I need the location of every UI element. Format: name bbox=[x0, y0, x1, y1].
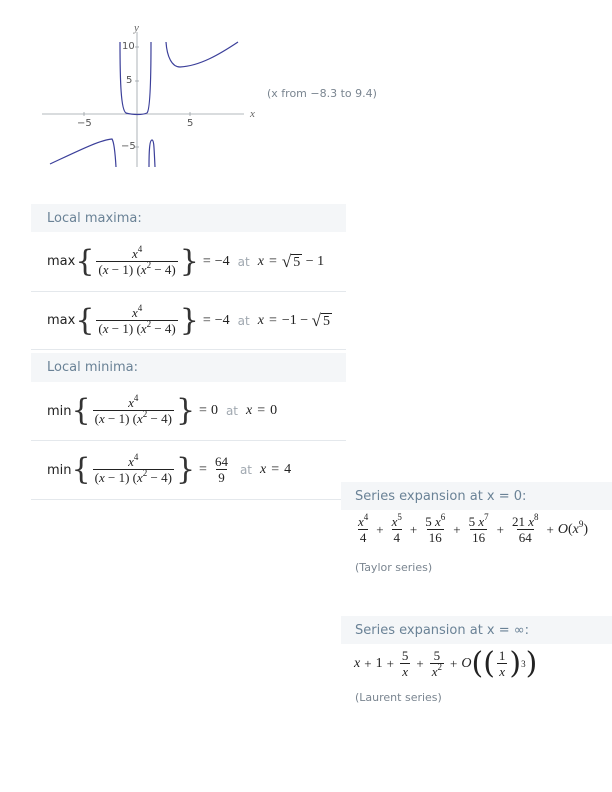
local-minima-header bbox=[31, 353, 346, 382]
min-function: min bbox=[47, 403, 72, 419]
local-maximum-row-2: max { $\frac{x^4}{(x - 1) (x^2 - 4)}$ } = −4 at x = −1 − √ 5 bbox=[31, 292, 346, 350]
series-zero-header bbox=[341, 482, 612, 510]
curve-branch-narrow bbox=[149, 140, 155, 167]
local-minimum-row-1: min { $\frac{x^4}{(x - 1) (x^2 - 4)}$ } = 0 at x = 0 bbox=[31, 382, 346, 441]
at-label: at bbox=[239, 463, 252, 477]
x-tick-neg5: −5 bbox=[77, 118, 92, 129]
at-label: at bbox=[237, 254, 250, 269]
y-tick-10: 10 bbox=[122, 41, 135, 52]
x-variable: x bbox=[246, 403, 253, 418]
expression-fraction: $\frac{x^4}{(x - 1) (x^2 - 4)}$ bbox=[94, 393, 172, 426]
expression-fraction: $\frac{x^4}{(x - 1) (x^2 - 4)}$ bbox=[94, 452, 172, 485]
sqrt-5: √ 5 bbox=[311, 311, 330, 330]
max-value: −4 bbox=[214, 253, 230, 269]
x-value: 0 bbox=[270, 403, 278, 418]
max-function: max bbox=[47, 313, 76, 328]
local-maximum-row-1: max { $\frac{x^4}{(x - 1) (x^2 - 4)}$ } = −4 at x = √ 5 − 1 bbox=[31, 232, 346, 292]
local-maxima-title: Local maxima: bbox=[47, 210, 142, 226]
curve-branch-middle bbox=[120, 42, 151, 115]
x-variable: x bbox=[257, 253, 264, 269]
taylor-series-note: (Taylor series) bbox=[355, 561, 433, 574]
x-axis-label: x bbox=[250, 108, 255, 120]
series-zero-title: Series expansion at x = 0: bbox=[355, 488, 527, 504]
max-function: max bbox=[47, 254, 76, 269]
x-variable: x bbox=[260, 462, 267, 477]
series-inf-header bbox=[341, 616, 612, 644]
x-variable: x bbox=[257, 312, 264, 328]
taylor-series-expression: $\frac{x^4}{4}$ + $\frac{x^5}{4}$ + $\frac{5 x^6}{16}$ + $\frac{5 x^7}{16}$ + $\frac{21 x^8}{64}$ + $O(x^9)$ bbox=[358, 512, 589, 545]
y-tick-neg5: −5 bbox=[121, 141, 136, 152]
series-inf-title: Series expansion at x = ∞: bbox=[355, 622, 529, 638]
expression-fraction: $\frac{x^4}{(x - 1) (x^2 - 4)}$ bbox=[98, 302, 176, 336]
sqrt-5: √ 5 bbox=[281, 252, 301, 271]
laurent-series-expression: x + 1 + $\frac{5}{x}$ + $\frac{5}{x^2}$ + O (( $\frac{1}{x}$ ) 3 ) bbox=[354, 646, 538, 681]
local-minimum-row-2: min { $\frac{x^4}{(x - 1) (x^2 - 4)}$ } = $\frac{64}{9}$ at x = 4 bbox=[31, 441, 346, 500]
x-tick-5: 5 bbox=[187, 118, 194, 129]
at-label: at bbox=[237, 313, 250, 328]
function-plot bbox=[40, 22, 270, 172]
max-value: −4 bbox=[214, 312, 230, 328]
local-minima-title: Local minima: bbox=[47, 360, 138, 375]
plot-range-note: (x from −8.3 to 9.4) bbox=[267, 87, 377, 100]
at-label: at bbox=[225, 404, 238, 418]
expression-fraction: $\frac{x^4}{(x - 1) (x^2 - 4)}$ bbox=[98, 243, 176, 277]
min-value: 0 bbox=[210, 403, 218, 418]
min-function: min bbox=[47, 462, 72, 478]
curve-branch-left bbox=[50, 139, 116, 167]
x-value: 4 bbox=[284, 462, 292, 477]
laurent-series-note: (Laurent series) bbox=[355, 691, 442, 704]
local-maxima-header bbox=[31, 204, 346, 232]
min-value-fraction: $\frac{64}{9}$ bbox=[214, 454, 228, 485]
curve-branch-right bbox=[166, 42, 238, 67]
y-tick-5: 5 bbox=[126, 75, 133, 86]
y-axis-label: y bbox=[134, 22, 139, 34]
